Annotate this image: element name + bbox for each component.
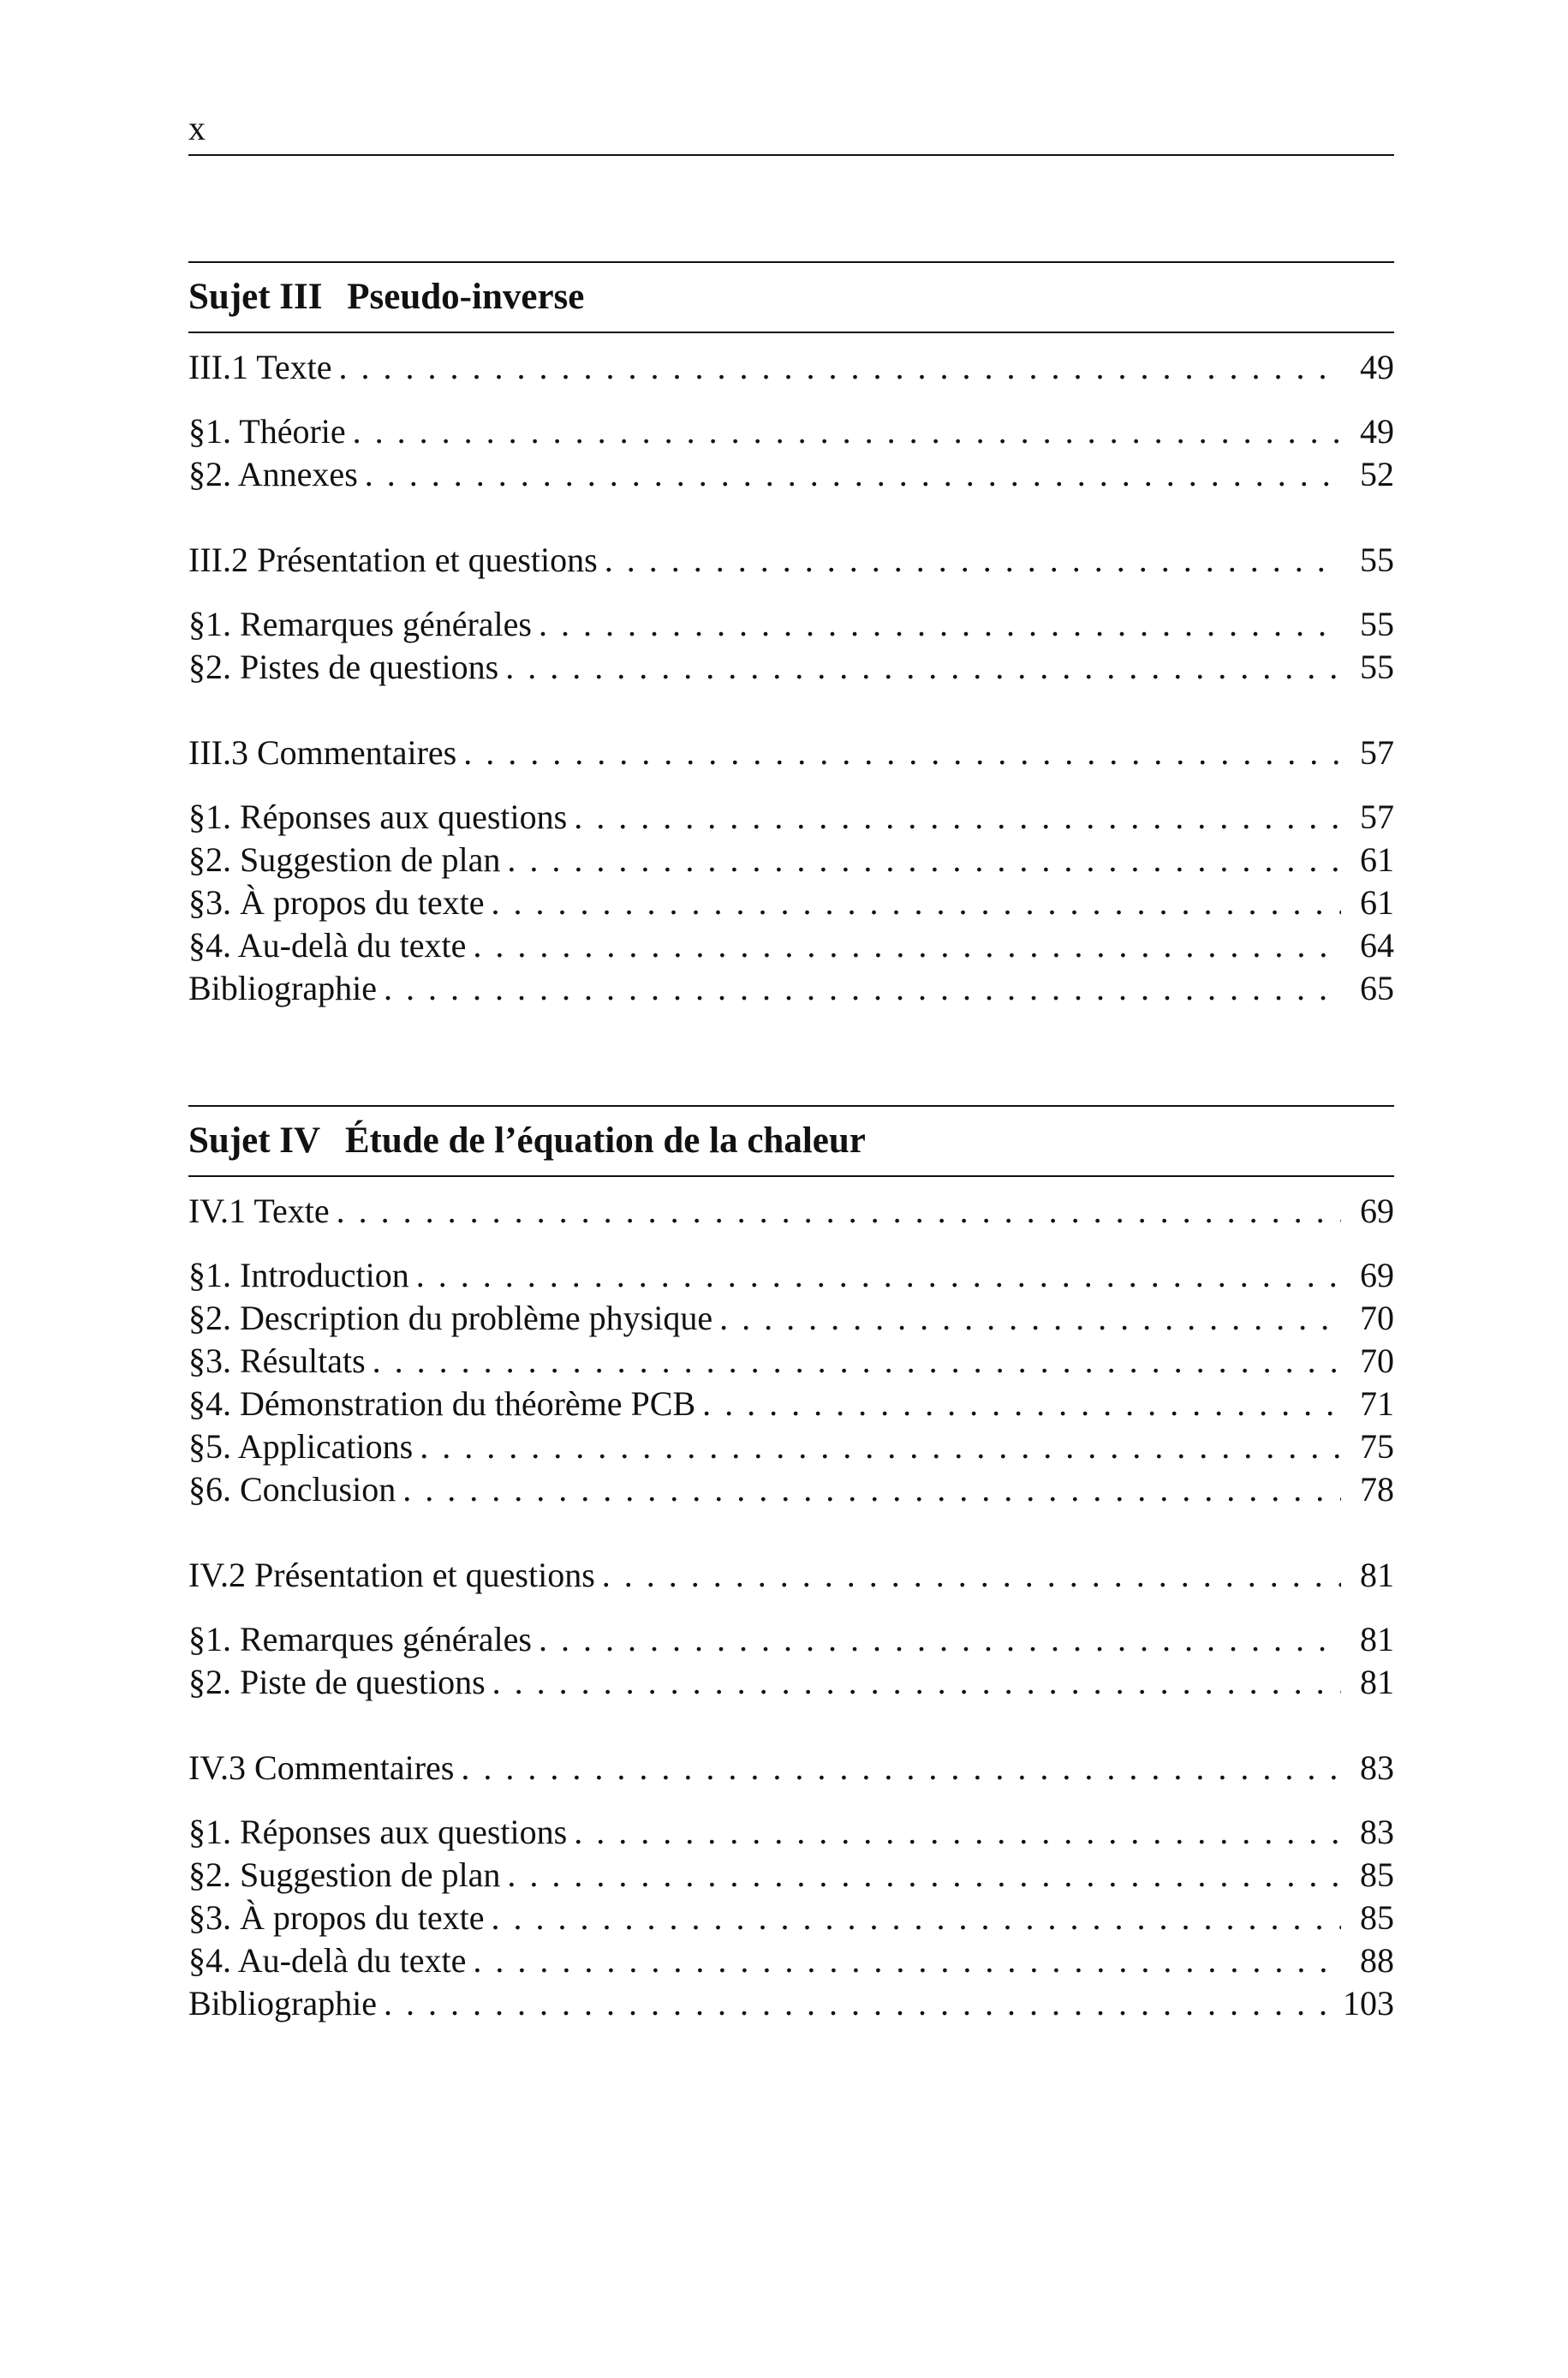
entry-page: 55 xyxy=(1360,541,1394,579)
dot-leader xyxy=(539,1618,1341,1661)
toc-item-entry[interactable] xyxy=(188,1468,1394,1511)
entry-title: §4. Au-delà du texte xyxy=(188,1941,467,1980)
toc-item-entry[interactable] xyxy=(188,1383,1394,1425)
entry-page: 57 xyxy=(1360,798,1394,836)
entry-page: 70 xyxy=(1360,1299,1394,1337)
entry-page: 78 xyxy=(1360,1470,1394,1509)
running-head-page-number: x xyxy=(188,109,206,147)
toc-bibliography-entry[interactable] xyxy=(188,967,1394,1010)
entry-title: §2. Annexes xyxy=(188,455,358,493)
dot-leader xyxy=(602,1554,1341,1597)
entry-title: §3. Résultats xyxy=(188,1341,366,1380)
part-label: Sujet III xyxy=(188,277,323,317)
toc-item-entry[interactable] xyxy=(188,1939,1394,1982)
entry-title: §6. Conclusion xyxy=(188,1470,396,1509)
toc-section-entry[interactable] xyxy=(188,539,1394,582)
dot-leader xyxy=(384,1982,1334,2025)
dot-leader xyxy=(574,1811,1341,1854)
entry-page: 69 xyxy=(1360,1192,1394,1230)
toc-item-entry[interactable] xyxy=(188,1854,1394,1897)
entry-page: 61 xyxy=(1360,883,1394,922)
part-title xyxy=(188,1107,1394,1175)
toc-item-entry[interactable] xyxy=(188,1297,1394,1340)
entry-title: Bibliographie xyxy=(188,1984,377,2022)
dot-leader xyxy=(337,1190,1341,1233)
part-name: Étude de l’équation de la chaleur xyxy=(344,1120,866,1161)
entry-page: 49 xyxy=(1360,412,1394,451)
entry-title: §2. Suggestion de plan xyxy=(188,840,501,879)
dot-leader xyxy=(539,603,1341,646)
entry-title: III.2 Présentation et questions xyxy=(188,541,598,579)
toc-section-entry[interactable] xyxy=(188,346,1394,389)
toc-item-entry[interactable] xyxy=(188,1661,1394,1704)
dot-leader xyxy=(339,346,1342,389)
dot-leader xyxy=(574,796,1341,839)
entry-title: III.3 Commentaires xyxy=(188,733,457,772)
toc-item-entry[interactable] xyxy=(188,1811,1394,1854)
entry-page: 69 xyxy=(1360,1256,1394,1294)
entry-page: 71 xyxy=(1360,1384,1394,1423)
entry-title: IV.1 Texte xyxy=(188,1192,330,1230)
dot-leader xyxy=(365,453,1341,496)
dot-leader xyxy=(473,924,1341,967)
entry-page: 57 xyxy=(1360,733,1394,772)
toc-item-entry[interactable] xyxy=(188,924,1394,967)
entry-page: 81 xyxy=(1360,1620,1394,1658)
dot-leader xyxy=(507,839,1341,881)
entry-page: 85 xyxy=(1360,1855,1394,1894)
entry-title: §1. Réponses aux questions xyxy=(188,798,568,836)
entry-page: 61 xyxy=(1360,840,1394,879)
part-title xyxy=(188,263,1394,332)
entry-page: 70 xyxy=(1360,1341,1394,1380)
dot-leader xyxy=(473,1939,1341,1982)
dot-leader xyxy=(416,1254,1341,1297)
dot-leader xyxy=(384,967,1341,1010)
toc-item-entry[interactable] xyxy=(188,1340,1394,1383)
entry-page: 85 xyxy=(1360,1898,1394,1937)
dot-leader xyxy=(505,646,1341,689)
entry-page: 55 xyxy=(1360,648,1394,686)
toc-section-entry[interactable] xyxy=(188,1190,1394,1233)
entry-title: §5. Applications xyxy=(188,1427,414,1466)
dot-leader xyxy=(719,1297,1341,1340)
toc-item-entry[interactable] xyxy=(188,1425,1394,1468)
entry-page: 81 xyxy=(1360,1663,1394,1701)
dot-leader xyxy=(702,1383,1341,1425)
toc-part-iii xyxy=(188,261,1394,1010)
entry-title: §2. Suggestion de plan xyxy=(188,1855,501,1894)
dot-leader xyxy=(402,1468,1341,1511)
entry-title: Bibliographie xyxy=(188,969,377,1007)
entry-page: 75 xyxy=(1360,1427,1394,1466)
entry-title: §2. Description du problème physique xyxy=(188,1299,713,1337)
toc-bibliography-entry[interactable] xyxy=(188,1982,1394,2025)
toc-item-entry[interactable] xyxy=(188,603,1394,646)
entry-page: 81 xyxy=(1360,1556,1394,1594)
toc-item-entry[interactable] xyxy=(188,453,1394,496)
part-bottom-rule xyxy=(188,1175,1394,1177)
toc-item-entry[interactable] xyxy=(188,881,1394,924)
entry-title: III.1 Texte xyxy=(188,348,332,386)
dot-leader xyxy=(461,1747,1341,1789)
entry-page: 83 xyxy=(1360,1748,1394,1787)
toc-item-entry[interactable] xyxy=(188,646,1394,689)
part-name: Pseudo-inverse xyxy=(347,277,585,317)
entry-title: §1. Remarques générales xyxy=(188,1620,532,1658)
entry-title: §3. À propos du texte xyxy=(188,883,485,922)
dot-leader xyxy=(507,1854,1341,1897)
entry-page: 88 xyxy=(1360,1941,1394,1980)
toc-item-entry[interactable] xyxy=(188,1254,1394,1297)
dot-leader xyxy=(492,1661,1341,1704)
header-rule xyxy=(188,154,1394,156)
dot-leader xyxy=(353,410,1341,453)
dot-leader xyxy=(463,732,1341,774)
toc-part-iv xyxy=(188,1105,1394,2025)
dot-leader xyxy=(492,881,1341,924)
entry-page: 55 xyxy=(1360,605,1394,643)
entry-title: §1. Réponses aux questions xyxy=(188,1813,568,1851)
toc-item-entry[interactable] xyxy=(188,839,1394,881)
entry-title: IV.2 Présentation et questions xyxy=(188,1556,595,1594)
entry-title: §1. Remarques générales xyxy=(188,605,532,643)
dot-leader xyxy=(420,1425,1341,1468)
entry-title: §2. Pistes de questions xyxy=(188,648,499,686)
toc-item-entry[interactable] xyxy=(188,410,1394,453)
entry-title: IV.3 Commentaires xyxy=(188,1748,455,1787)
entry-page: 49 xyxy=(1360,348,1394,386)
entry-title: §1. Théorie xyxy=(188,412,346,451)
entry-page: 52 xyxy=(1360,455,1394,493)
entry-page: 103 xyxy=(1343,1984,1394,2022)
dot-leader xyxy=(605,539,1341,582)
toc-section-entry[interactable] xyxy=(188,732,1394,774)
entry-title: §3. À propos du texte xyxy=(188,1898,485,1937)
entry-title: §4. Démonstration du théorème PCB xyxy=(188,1384,696,1423)
part-bottom-rule xyxy=(188,332,1394,333)
entry-page: 83 xyxy=(1360,1813,1394,1851)
entry-title: §2. Piste de questions xyxy=(188,1663,486,1701)
toc-section-entry[interactable] xyxy=(188,1554,1394,1597)
toc-section-entry[interactable] xyxy=(188,1747,1394,1789)
dot-leader xyxy=(373,1340,1341,1383)
toc-item-entry[interactable] xyxy=(188,1618,1394,1661)
part-label: Sujet IV xyxy=(188,1120,321,1161)
dot-leader xyxy=(492,1897,1341,1939)
entry-title: §4. Au-delà du texte xyxy=(188,926,467,965)
entry-page: 65 xyxy=(1360,969,1394,1007)
toc-item-entry[interactable] xyxy=(188,796,1394,839)
entry-title: §1. Introduction xyxy=(188,1256,409,1294)
toc-item-entry[interactable] xyxy=(188,1897,1394,1939)
entry-page: 64 xyxy=(1360,926,1394,965)
